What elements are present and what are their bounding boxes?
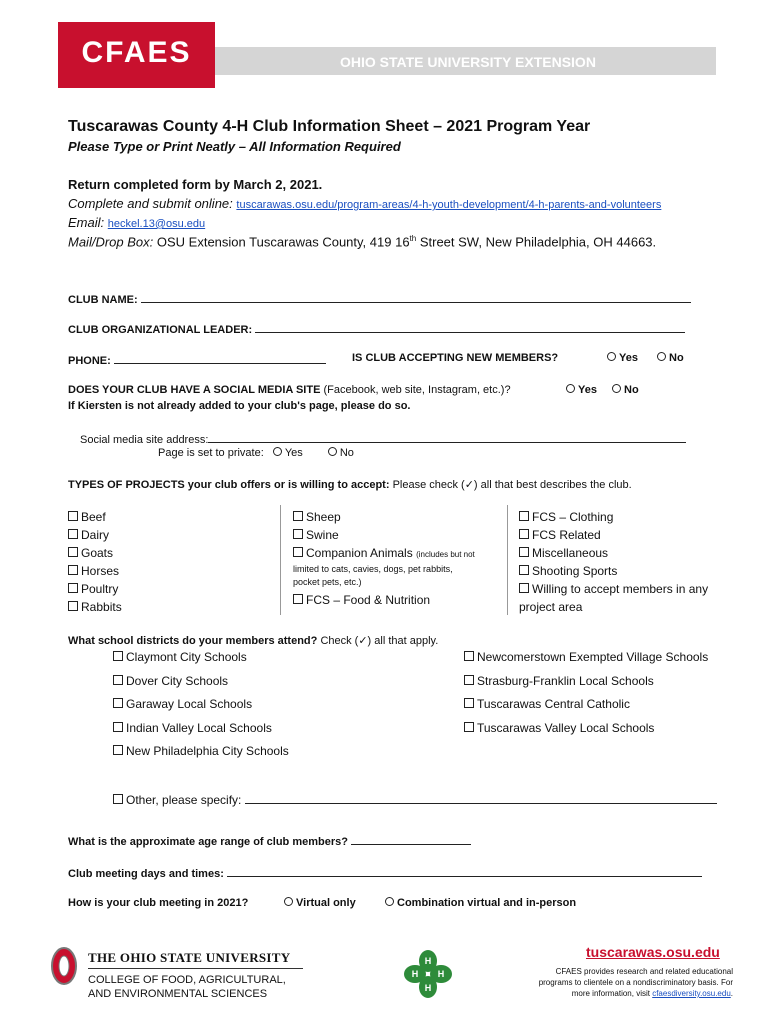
checkbox-icon (113, 651, 123, 661)
social-address-field[interactable] (208, 431, 686, 443)
mail-line (68, 234, 656, 249)
note-line-3-text: more information, visit (571, 989, 650, 998)
project-label: Companion Animals (306, 546, 413, 560)
school-strasburg[interactable] (464, 674, 654, 688)
svg-text:H: H (424, 983, 432, 993)
school-tuscarawas-catholic[interactable] (464, 697, 630, 711)
checkbox-icon (113, 745, 123, 755)
project-swine[interactable] (293, 528, 339, 542)
social-no-label: No (624, 384, 639, 396)
project-label: FCS Related (532, 528, 601, 542)
osu-name: THE OHIO STATE UNIVERSITY (88, 950, 291, 965)
virtual-label: Virtual only (296, 897, 356, 909)
social-question (68, 384, 511, 396)
meeting-how-label: How is your club meeting in 2021? (68, 897, 249, 909)
school-other-row (113, 792, 717, 807)
project-fcs-related[interactable] (519, 528, 601, 542)
mail-label: Mail/Drop Box: (68, 234, 154, 250)
site-link[interactable]: tuscarawas.osu.edu (586, 944, 720, 960)
school-claymont[interactable] (113, 650, 247, 664)
checkbox-icon (68, 529, 78, 539)
project-sheep[interactable] (293, 510, 341, 524)
companion-note-3: pocket pets, etc.) (293, 577, 362, 587)
mail-address: OSU Extension Tuscarawas County, 419 16 (156, 234, 410, 250)
social-q-bold: DOES YOUR CLUB HAVE A SOCIAL MEDIA SITE (68, 384, 321, 396)
projects-heading-bold: TYPES OF PROJECTS your club offers or is willing to accept: (68, 479, 390, 491)
checkbox-icon (113, 794, 123, 804)
diversity-link[interactable]: cfaesdiversity.osu.edu (652, 989, 731, 998)
project-label: Dairy (81, 528, 110, 542)
school-other-field[interactable] (245, 792, 717, 804)
project-label: Beef (81, 510, 106, 524)
age-field[interactable] (351, 833, 471, 845)
projects-heading (68, 478, 632, 491)
project-fcs-clothing[interactable] (519, 510, 613, 524)
schools-heading-bold: What school districts do your members attend? (68, 635, 318, 647)
checkbox-icon (68, 565, 78, 575)
school-newcomerstown[interactable] (464, 650, 708, 664)
school-label: Strasburg-Franklin Local Schools (477, 674, 654, 688)
school-new-philadelphia[interactable] (113, 744, 289, 758)
checkbox-icon (293, 594, 303, 604)
projects-heading-rest: Please check (✓) all that best describes the club. (392, 479, 632, 491)
project-shooting-sports[interactable] (519, 564, 617, 578)
radio-icon (328, 447, 337, 456)
club-name-row (68, 291, 691, 306)
private-no-label: No (339, 447, 354, 459)
checkbox-icon (519, 511, 529, 521)
school-other-label: Other, please specify: (126, 793, 242, 807)
project-label: Swine (306, 528, 339, 542)
school-label: Indian Valley Local Schools (126, 721, 272, 735)
school-label: New Philadelphia City Schools (126, 744, 289, 758)
age-row (68, 833, 471, 848)
college-line-2: AND ENVIRONMENTAL SCIENCES (88, 988, 268, 1000)
leader-field[interactable] (255, 321, 685, 333)
school-other[interactable] (113, 793, 241, 807)
meeting-days-row (68, 865, 702, 880)
companion-note-2: limited to cats, cavies, dogs, pet rabbits, (293, 564, 453, 574)
school-label: Newcomerstown Exempted Village Schools (477, 650, 709, 664)
companion-note: (includes but not (416, 550, 475, 559)
online-link[interactable]: tuscarawas.osu.edu/program-areas/4-h-youth-development/4-h-parents-and-volunteers (236, 199, 662, 211)
deadline: Return completed form by March 2, 2021. (68, 177, 323, 192)
social-q-rest: (Facebook, web site, Instagram, etc.)? (323, 384, 511, 396)
mail-sup: th (409, 234, 417, 243)
checkbox-icon (113, 698, 123, 708)
note-line-2: programs to clientele on a nondiscriminatory basis. For (538, 978, 733, 987)
form-title: Tuscarawas County 4-H Club Information Sheet – 2021 Program Year (68, 118, 591, 135)
project-label: Goats (81, 546, 114, 560)
club-name-field[interactable] (141, 291, 691, 303)
college-line-1: COLLEGE OF FOOD, AGRICULTURAL, (88, 974, 286, 986)
project-label: FCS – Food & Nutrition (306, 593, 431, 607)
mail-street: Street SW, New Philadelphia, OH 44663. (419, 234, 657, 250)
kiersten-note: If Kiersten is not already added to your club's page, please do so. (68, 400, 411, 412)
checkbox-icon (293, 511, 303, 521)
school-label: Garaway Local Schools (126, 697, 253, 711)
note-end: . (730, 989, 733, 998)
checkbox-icon (113, 722, 123, 732)
checkbox-icon (519, 529, 529, 539)
school-label: Claymont City Schools (126, 650, 247, 664)
checkbox-icon (464, 651, 474, 661)
nondiscrimination-note (539, 966, 733, 999)
project-label: Sheep (306, 510, 341, 524)
social-no[interactable] (612, 384, 639, 396)
meeting-days-field[interactable] (227, 865, 702, 877)
virtual-option[interactable] (284, 897, 356, 909)
project-label: Horses (81, 564, 120, 578)
project-label: Miscellaneous (532, 546, 609, 560)
svg-text:H: H (437, 969, 445, 979)
note-line-1: CFAES provides research and related educational (555, 967, 733, 976)
social-yes[interactable] (566, 384, 597, 396)
osu-divider (88, 968, 303, 969)
combination-label: Combination virtual and in-person (397, 897, 577, 909)
checkbox-icon (293, 529, 303, 539)
project-label: Willing to accept members in any (532, 582, 709, 596)
private-yes[interactable] (273, 447, 303, 459)
social-address-row (80, 431, 686, 446)
leader-row (68, 321, 685, 336)
accepting-yes-label: Yes (619, 352, 638, 364)
checkbox-icon (68, 511, 78, 521)
project-horses[interactable] (68, 564, 119, 578)
project-willing[interactable] (519, 582, 708, 596)
checkbox-icon (464, 722, 474, 732)
checkbox-icon (68, 583, 78, 593)
leader-label: CLUB ORGANIZATIONAL LEADER: (68, 324, 253, 336)
schools-heading-rest: Check (✓) all that apply. (320, 635, 439, 647)
private-no[interactable] (328, 447, 354, 459)
checkbox-icon (68, 547, 78, 557)
checkbox-icon (519, 547, 529, 557)
project-companion[interactable] (293, 546, 475, 560)
online-label: Complete and submit online: (68, 196, 233, 211)
email-line (68, 215, 205, 230)
private-yes-label: Yes (284, 447, 303, 459)
social-yes-label: Yes (578, 384, 597, 396)
checkbox-icon (293, 547, 303, 557)
project-label: Rabbits (81, 600, 122, 614)
radio-icon (566, 384, 575, 393)
school-dover[interactable] (113, 674, 228, 688)
svg-text:H: H (424, 956, 432, 966)
svg-text:H: H (411, 969, 419, 979)
project-label: FCS – Clothing (532, 510, 614, 524)
block-o-logo-icon (50, 946, 78, 986)
radio-icon (273, 447, 282, 456)
accepting-yes[interactable] (607, 352, 638, 364)
accepting-label: IS CLUB ACCEPTING NEW MEMBERS? (352, 352, 559, 364)
column-divider (280, 505, 281, 615)
combination-option[interactable] (385, 897, 576, 909)
radio-icon (284, 897, 293, 906)
private-row (158, 447, 354, 459)
phone-field[interactable] (114, 352, 326, 364)
school-garaway[interactable] (113, 697, 252, 711)
school-label: Tuscarawas Central Catholic (477, 697, 630, 711)
accepting-no-label: No (669, 352, 684, 364)
form-subtitle: Please Type or Print Neatly – All Information Required (68, 139, 401, 154)
checkbox-icon (519, 583, 529, 593)
project-willing-cont: project area (519, 600, 583, 614)
meeting-days-label: Club meeting days and times: (68, 868, 224, 880)
social-address-label: Social media site address: (80, 434, 209, 446)
school-tuscarawas-valley[interactable] (464, 721, 654, 735)
accepting-no[interactable] (657, 352, 684, 364)
email-link[interactable]: heckel.13@osu.edu (107, 218, 206, 230)
project-goats[interactable] (68, 546, 113, 560)
radio-icon (657, 352, 666, 361)
checkbox-icon (519, 565, 529, 575)
project-dairy[interactable] (68, 528, 109, 542)
private-label: Page is set to private: (158, 447, 264, 459)
extension-title: OHIO STATE UNIVERSITY EXTENSION (340, 54, 596, 70)
schools-heading (68, 634, 438, 647)
project-label: Poultry (81, 582, 119, 596)
age-label: What is the approximate age range of club members? (68, 836, 348, 848)
project-label: Shooting Sports (532, 564, 618, 578)
radio-icon (612, 384, 621, 393)
note-line-3 (539, 988, 733, 999)
project-poultry[interactable] (68, 582, 118, 596)
cfaes-logo: CFAES (81, 36, 192, 69)
checkbox-icon (464, 675, 474, 685)
project-rabbits[interactable] (68, 600, 122, 614)
phone-label: PHONE: (68, 355, 111, 367)
four-h-clover-icon (404, 949, 452, 999)
school-label: Dover City Schools (126, 674, 229, 688)
club-name-label: CLUB NAME: (68, 294, 138, 306)
project-fcs-food[interactable] (293, 593, 430, 607)
radio-icon (385, 897, 394, 906)
project-miscellaneous[interactable] (519, 546, 608, 560)
checkbox-icon (113, 675, 123, 685)
radio-icon (607, 352, 616, 361)
email-label: Email: (68, 215, 105, 230)
school-label: Tuscarawas Valley Local Schools (477, 721, 655, 735)
phone-row (68, 352, 326, 367)
column-divider (507, 505, 508, 615)
online-line (68, 196, 661, 211)
checkbox-icon (68, 601, 78, 611)
project-beef[interactable] (68, 510, 106, 524)
checkbox-icon (464, 698, 474, 708)
school-indian-valley[interactable] (113, 721, 272, 735)
